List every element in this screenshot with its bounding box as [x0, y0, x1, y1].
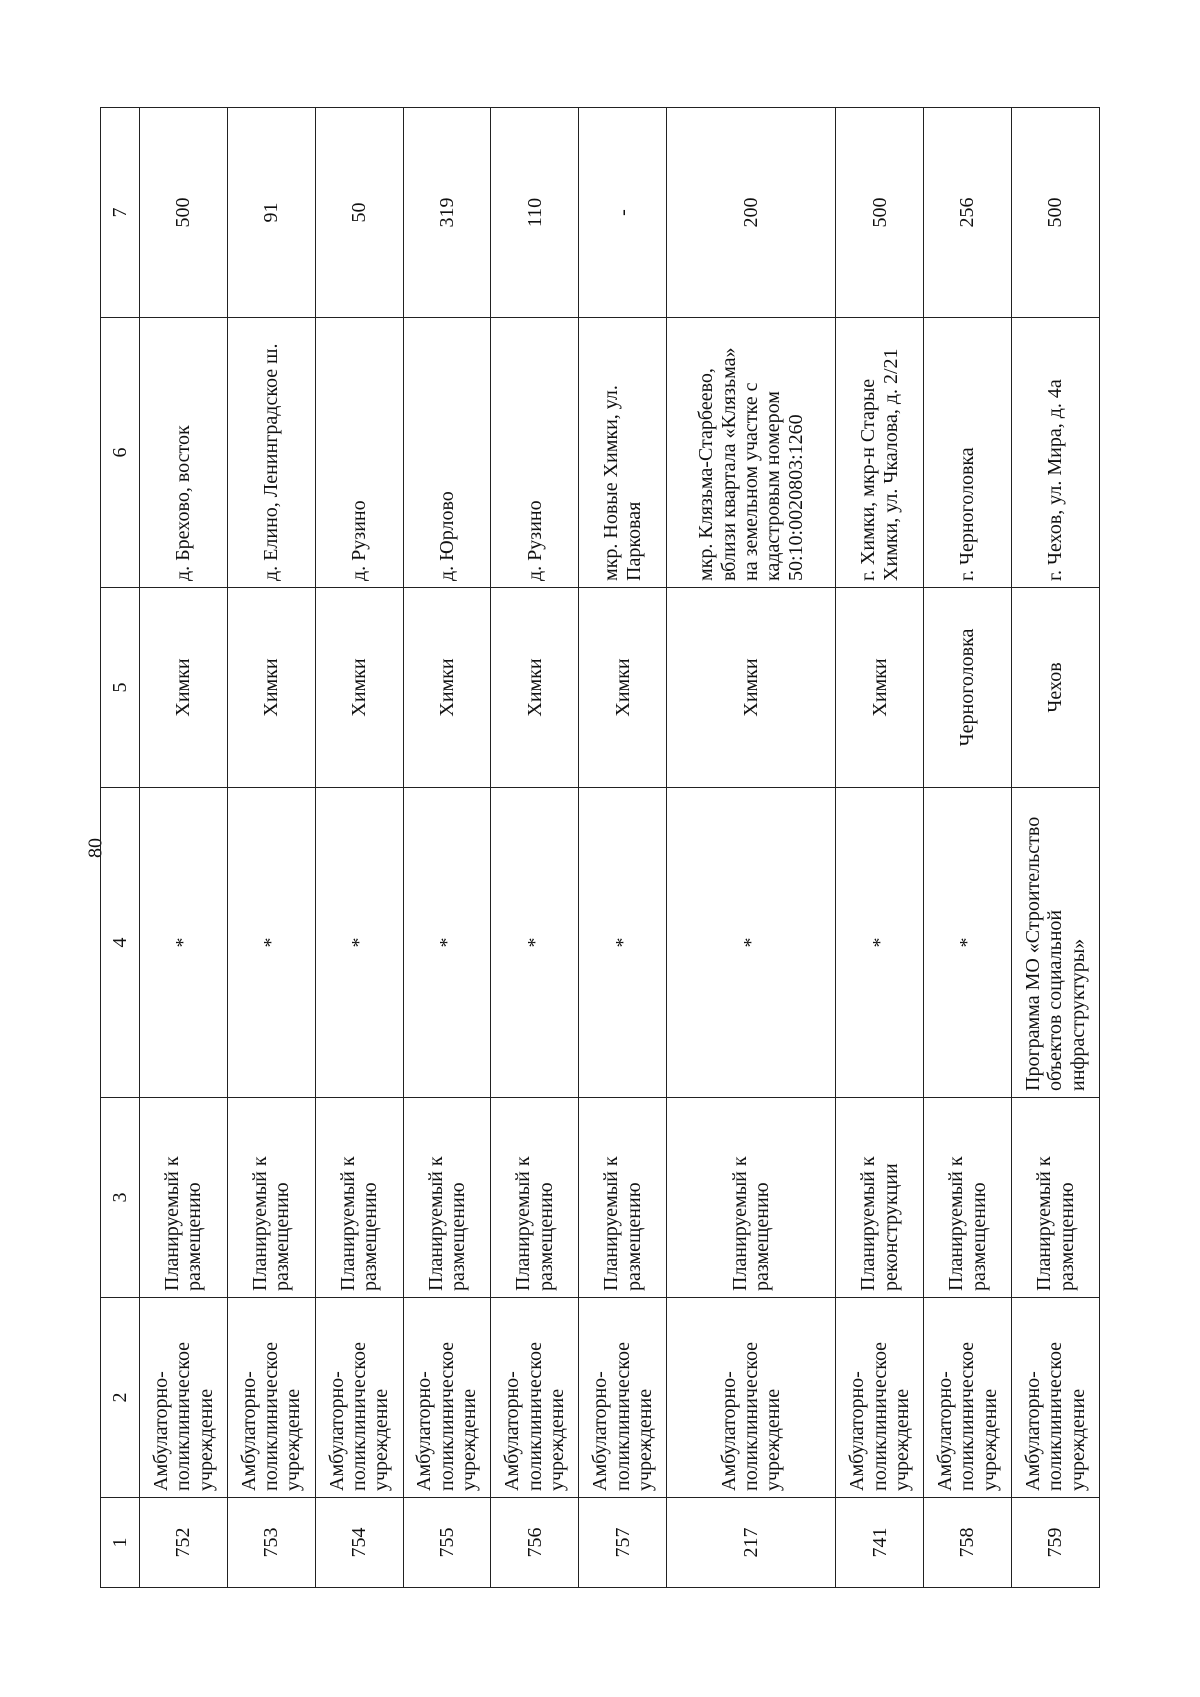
rotated-table-container: [100, 108, 1100, 1588]
municipality: Чехов: [1012, 588, 1100, 788]
page-number: 80: [84, 838, 107, 858]
municipality: Химки: [140, 588, 228, 788]
table-row: [579, 108, 667, 1588]
table-row: [667, 108, 836, 1588]
municipality: Химки: [403, 588, 491, 788]
facility-status: Планируемый к размещению: [579, 1098, 667, 1298]
basis-document: *: [836, 788, 924, 1098]
address: д. Елино, Ленинградское ш.: [227, 318, 315, 588]
row-number: 754: [315, 1498, 403, 1588]
basis-document: *: [579, 788, 667, 1098]
capacity: 256: [924, 108, 1012, 318]
municipality: Черноголовка: [924, 588, 1012, 788]
column-header: 1: [101, 1498, 140, 1588]
facility-type: Амбулаторно-поликлиническое учреждение: [403, 1298, 491, 1498]
row-number: 752: [140, 1498, 228, 1588]
table-row: [315, 108, 403, 1588]
column-header: 6: [101, 318, 140, 588]
column-header: 2: [101, 1298, 140, 1498]
address: мкр. Новые Химки, ул. Парковая: [579, 318, 667, 588]
facility-status: Планируемый к размещению: [315, 1098, 403, 1298]
row-number: 759: [1012, 1498, 1100, 1588]
address: г. Чехов, ул. Мира, д. 4а: [1012, 318, 1100, 588]
basis-document: Программа МО «Строительство объектов социальной инфраструктуры»: [1012, 788, 1100, 1098]
column-header: 7: [101, 108, 140, 318]
address: мкр. Клязьма-Старбеево, вблизи квартала «Клязьма» на земельном участке с кадастровым номером 50:10:0020803:1260: [667, 318, 836, 588]
column-header: 5: [101, 588, 140, 788]
row-number: 741: [836, 1498, 924, 1588]
municipality: Химки: [667, 588, 836, 788]
facility-type: Амбулаторно-поликлиническое учреждение: [667, 1298, 836, 1498]
facility-status: Планируемый к размещению: [491, 1098, 579, 1298]
address: д. Юрлово: [403, 318, 491, 588]
capacity: 200: [667, 108, 836, 318]
basis-document: *: [315, 788, 403, 1098]
basis-document: *: [667, 788, 836, 1098]
facility-status: Планируемый к реконструкции: [836, 1098, 924, 1298]
facility-type: Амбулаторно-поликлиническое учреждение: [924, 1298, 1012, 1498]
table-row: [924, 108, 1012, 1588]
address: г. Черноголовка: [924, 318, 1012, 588]
facility-type: Амбулаторно-поликлиническое учреждение: [579, 1298, 667, 1498]
facility-type: Амбулаторно-поликлиническое учреждение: [836, 1298, 924, 1498]
capacity: 500: [836, 108, 924, 318]
column-header: 3: [101, 1098, 140, 1298]
row-number: 758: [924, 1498, 1012, 1588]
facilities-table: [100, 107, 1100, 1588]
municipality: Химки: [836, 588, 924, 788]
facility-type: Амбулаторно-поликлиническое учреждение: [1012, 1298, 1100, 1498]
facility-status: Планируемый к размещению: [667, 1098, 836, 1298]
facility-status: Планируемый к размещению: [924, 1098, 1012, 1298]
row-number: 217: [667, 1498, 836, 1588]
capacity: 500: [140, 108, 228, 318]
table-row: [491, 108, 579, 1588]
table-row: [140, 108, 228, 1588]
address: г. Химки, мкр-н Старые Химки, ул. Чкалова, д. 2/21: [836, 318, 924, 588]
table-row: [836, 108, 924, 1588]
capacity: 91: [227, 108, 315, 318]
basis-document: *: [924, 788, 1012, 1098]
facility-type: Амбулаторно-поликлиническое учреждение: [491, 1298, 579, 1498]
facility-type: Амбулаторно-поликлиническое учреждение: [227, 1298, 315, 1498]
facility-status: Планируемый к размещению: [140, 1098, 228, 1298]
address: д. Брехово, восток: [140, 318, 228, 588]
header-row: [101, 108, 140, 1588]
facility-status: Планируемый к размещению: [227, 1098, 315, 1298]
column-header: 4: [101, 788, 140, 1098]
facility-type: Амбулаторно-поликлиническое учреждение: [140, 1298, 228, 1498]
basis-document: *: [491, 788, 579, 1098]
facility-status: Планируемый к размещению: [403, 1098, 491, 1298]
table-row: [227, 108, 315, 1588]
municipality: Химки: [227, 588, 315, 788]
table-row: [403, 108, 491, 1588]
basis-document: *: [227, 788, 315, 1098]
row-number: 757: [579, 1498, 667, 1588]
address: д. Рузино: [491, 318, 579, 588]
capacity: -: [579, 108, 667, 318]
facility-type: Амбулаторно-поликлиническое учреждение: [315, 1298, 403, 1498]
basis-document: *: [140, 788, 228, 1098]
basis-document: *: [403, 788, 491, 1098]
row-number: 755: [403, 1498, 491, 1588]
municipality: Химки: [579, 588, 667, 788]
row-number: 756: [491, 1498, 579, 1588]
capacity: 500: [1012, 108, 1100, 318]
municipality: Химки: [491, 588, 579, 788]
capacity: 50: [315, 108, 403, 318]
facility-status: Планируемый к размещению: [1012, 1098, 1100, 1298]
municipality: Химки: [315, 588, 403, 788]
capacity: 319: [403, 108, 491, 318]
table-row: [1012, 108, 1100, 1588]
capacity: 110: [491, 108, 579, 318]
row-number: 753: [227, 1498, 315, 1588]
address: д. Рузино: [315, 318, 403, 588]
